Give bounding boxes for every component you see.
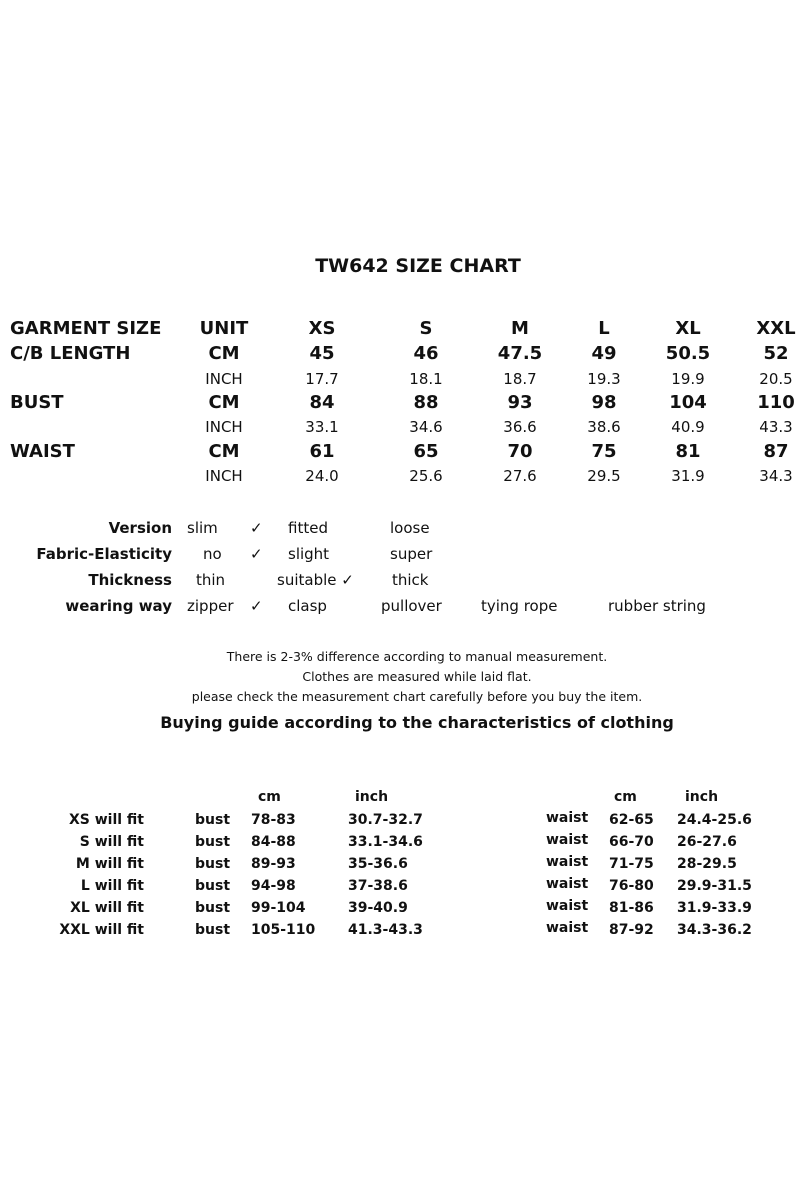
header-unit: UNIT [199, 318, 249, 339]
cell-value: 45 [309, 343, 335, 364]
guide-waist-cm: 81-86 [609, 900, 654, 916]
row-label-waist: WAIST [10, 441, 75, 462]
cell-value: 18.1 [409, 370, 443, 388]
guide-waist-inch: 34.3-36.2 [677, 922, 752, 938]
guide-waist-label: waist [546, 832, 589, 848]
cell-value: 110 [757, 392, 795, 413]
property-label-wearing-way: wearing way [65, 597, 172, 615]
note-line: There is 2-3% difference according to manual measurement. [226, 649, 608, 664]
cell-value: 20.5 [759, 370, 793, 388]
header-garment-size: GARMENT SIZE [10, 318, 162, 339]
cell-value: 46 [413, 343, 439, 364]
option-no: no [203, 545, 222, 563]
option-fitted: fitted [288, 519, 328, 537]
guide-bust-inch: 33.1-34.6 [348, 834, 423, 850]
cell-value: 17.7 [305, 370, 339, 388]
guide-bust-cm: 78-83 [251, 812, 296, 828]
option-suitable: suitable ✓ [277, 571, 354, 589]
note-line: Clothes are measured while laid flat. [302, 669, 532, 684]
guide-fit-label: S will fit [79, 834, 144, 850]
check-mark: ✓ [250, 545, 263, 563]
guide-bust-label: bust [195, 922, 231, 938]
guide-waist-cm: 66-70 [609, 834, 654, 850]
cell-value: 84 [309, 392, 335, 413]
guide-bust-inch-header: inch [355, 789, 389, 805]
guide-bust-label: bust [195, 878, 231, 894]
guide-bust-cm: 94-98 [251, 878, 296, 894]
cell-value: 31.9 [671, 467, 705, 485]
cell-value: 65 [413, 441, 439, 462]
guide-waist-label: waist [546, 810, 589, 826]
header-size-xl: XL [675, 318, 701, 339]
guide-fit-label: L will fit [80, 878, 144, 894]
row-label-bust: BUST [10, 392, 64, 413]
header-size-s: S [419, 318, 433, 339]
check-mark: ✓ [250, 597, 263, 615]
option-zipper: zipper [187, 597, 234, 615]
property-label-thickness: Thickness [88, 571, 172, 589]
guide-waist-inch: 28-29.5 [677, 856, 737, 872]
guide-waist-cm: 87-92 [609, 922, 654, 938]
page-title: TW642 SIZE CHART [315, 255, 521, 277]
guide-waist-cm-header: cm [614, 789, 637, 805]
guide-bust-inch: 30.7-32.7 [348, 812, 423, 828]
cell-value: 98 [591, 392, 617, 413]
cell-value: 87 [763, 441, 789, 462]
guide-bust-cm: 99-104 [251, 900, 306, 916]
row-label-cb-length: C/B LENGTH [10, 343, 131, 364]
guide-waist-inch: 29.9-31.5 [677, 878, 752, 894]
cell-value: 33.1 [305, 418, 339, 436]
header-size-l: L [598, 318, 610, 339]
guide-waist-cm: 76-80 [609, 878, 654, 894]
cell-value: 88 [413, 392, 439, 413]
guide-waist-cm: 62-65 [609, 812, 654, 828]
guide-fit-label: M will fit [75, 856, 144, 872]
cell-value: 25.6 [409, 467, 443, 485]
option-loose: loose [390, 519, 430, 537]
guide-fit-label: XL will fit [70, 900, 144, 916]
cell-value: 34.6 [409, 418, 443, 436]
option-thick: thick [392, 571, 429, 589]
cell-value: 52 [763, 343, 789, 364]
guide-bust-label: bust [195, 834, 231, 850]
cell-value: 70 [507, 441, 533, 462]
cell-value: 27.6 [503, 467, 537, 485]
cell-value: 40.9 [671, 418, 705, 436]
guide-bust-label: bust [195, 812, 231, 828]
cell-value: 75 [591, 441, 617, 462]
cell-value: 43.3 [759, 418, 793, 436]
guide-waist-inch-header: inch [685, 789, 719, 805]
cell-value: 47.5 [497, 343, 543, 364]
unit-inch: INCH [205, 370, 243, 388]
option-slim: slim [187, 519, 218, 537]
cell-value: 24.0 [305, 467, 339, 485]
cell-value: 81 [675, 441, 701, 462]
cell-value: 93 [507, 392, 533, 413]
unit-cm: CM [208, 441, 240, 462]
guide-waist-label: waist [546, 898, 589, 914]
guide-waist-inch: 31.9-33.9 [677, 900, 752, 916]
guide-waist-label: waist [546, 854, 589, 870]
guide-bust-cm: 84-88 [251, 834, 296, 850]
guide-bust-label: bust [195, 856, 231, 872]
unit-inch: INCH [205, 467, 243, 485]
property-label-fabric-elasticity: Fabric-Elasticity [36, 545, 172, 563]
guide-waist-inch: 24.4-25.6 [677, 812, 752, 828]
cell-value: 50.5 [665, 343, 711, 364]
header-size-xxl: XXL [756, 318, 796, 339]
option-super: super [390, 545, 433, 563]
header-size-m: M [511, 318, 529, 339]
check-mark: ✓ [250, 519, 263, 537]
guide-bust-inch: 35-36.6 [348, 856, 408, 872]
buying-guide-title: Buying guide according to the characteristics of clothing [160, 713, 674, 732]
note-line: please check the measurement chart carefully before you buy the item. [191, 689, 643, 704]
cell-value: 19.9 [671, 370, 705, 388]
option-clasp: clasp [288, 597, 327, 615]
guide-fit-label: XS will fit [68, 812, 144, 828]
guide-bust-inch: 41.3-43.3 [348, 922, 423, 938]
option-tying-rope: tying rope [481, 597, 558, 615]
cell-value: 18.7 [503, 370, 537, 388]
guide-bust-cm: 89-93 [251, 856, 296, 872]
cell-value: 38.6 [587, 418, 621, 436]
guide-bust-inch: 39-40.9 [348, 900, 408, 916]
unit-inch: INCH [205, 418, 243, 436]
guide-waist-label: waist [546, 920, 589, 936]
guide-bust-label: bust [195, 900, 231, 916]
guide-waist-cm: 71-75 [609, 856, 654, 872]
guide-bust-cm-header: cm [258, 789, 281, 805]
guide-fit-label: XXL will fit [59, 922, 144, 938]
unit-cm: CM [208, 343, 240, 364]
property-label-version: Version [108, 519, 172, 537]
cell-value: 104 [669, 392, 707, 413]
option-pullover: pullover [381, 597, 442, 615]
guide-waist-inch: 26-27.6 [677, 834, 737, 850]
guide-bust-cm: 105-110 [251, 922, 316, 938]
guide-bust-inch: 37-38.6 [348, 878, 408, 894]
cell-value: 19.3 [587, 370, 621, 388]
unit-cm: CM [208, 392, 240, 413]
cell-value: 29.5 [587, 467, 621, 485]
option-thin: thin [196, 571, 226, 589]
option-rubber-string: rubber string [608, 597, 706, 615]
header-size-xs: XS [308, 318, 336, 339]
cell-value: 49 [591, 343, 617, 364]
cell-value: 61 [309, 441, 335, 462]
cell-value: 34.3 [759, 467, 793, 485]
cell-value: 36.6 [503, 418, 537, 436]
guide-waist-label: waist [546, 876, 589, 892]
option-slight: slight [288, 545, 330, 563]
